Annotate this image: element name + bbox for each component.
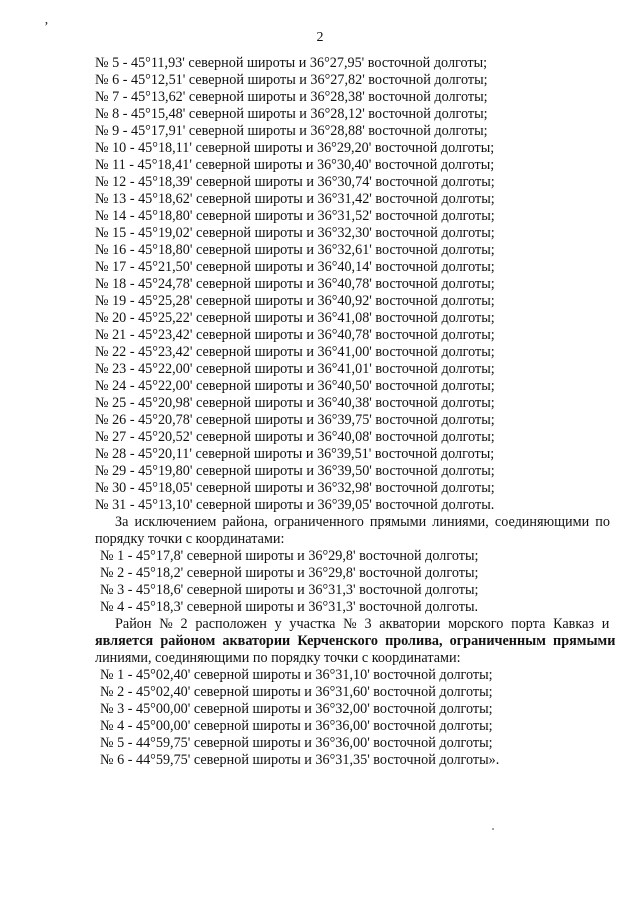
- coordinate-point: № 2 - 45°18,2' северной широты и 36°29,8' восточной долготы;: [100, 565, 479, 581]
- scan-speck: [492, 828, 494, 830]
- coordinate-point: № 28 - 45°20,11' северной широты и 36°39,51' восточной долготы;: [95, 446, 495, 462]
- coordinates-list-3: [95, 667, 610, 769]
- coordinate-point: № 13 - 45°18,62' северной широты и 36°31,42' восточной долготы;: [95, 191, 495, 207]
- coordinate-point: № 25 - 45°20,98' северной широты и 36°40,38' восточной долготы;: [95, 395, 495, 411]
- coordinate-point: № 22 - 45°23,42' северной широты и 36°41,00' восточной долготы;: [95, 344, 495, 360]
- coordinate-point: № 21 - 45°23,42' северной широты и 36°40,78' восточной долготы;: [95, 327, 495, 343]
- coordinate-point: № 7 - 45°13,62' северной широты и 36°28,38' восточной долготы;: [95, 89, 488, 105]
- coordinate-point: № 6 - 45°12,51' северной широты и 36°27,82' восточной долготы;: [95, 72, 488, 88]
- page-number: 2: [316, 30, 324, 45]
- coordinate-point: № 12 - 45°18,39' северной широты и 36°30,74' восточной долготы;: [95, 174, 495, 190]
- coordinate-point: № 24 - 45°22,00' северной широты и 36°40,50' восточной долготы;: [95, 378, 495, 394]
- district-2-line-3: линиями, соединяющими по порядку точки с координатами:: [95, 650, 461, 666]
- coordinate-point: № 10 - 45°18,11' северной широты и 36°29,20' восточной долготы;: [95, 140, 495, 156]
- coordinate-point: № 5 - 45°11,93' северной широты и 36°27,95' восточной долготы;: [95, 55, 488, 71]
- coordinate-point: № 3 - 45°00,00' северной широты и 36°32,00' восточной долготы;: [100, 701, 493, 717]
- coordinate-point: № 1 - 45°17,8' северной широты и 36°29,8' восточной долготы;: [100, 548, 479, 564]
- coordinate-point: № 4 - 45°18,3' северной широты и 36°31,3' восточной долготы.: [100, 599, 479, 615]
- coordinate-point: № 26 - 45°20,78' северной широты и 36°39,75' восточной долготы;: [95, 412, 495, 428]
- coordinate-point: № 5 - 44°59,75' северной широты и 36°36,00' восточной долготы;: [100, 735, 493, 751]
- coordinate-point: № 16 - 45°18,80' северной широты и 36°32,61' восточной долготы;: [95, 242, 495, 258]
- coordinate-point: № 27 - 45°20,52' северной широты и 36°40,08' восточной долготы;: [95, 429, 495, 445]
- district-2-paragraph: [95, 616, 616, 667]
- coordinate-point: № 18 - 45°24,78' северной широты и 36°40,78' восточной долготы;: [95, 276, 495, 292]
- coordinate-point: № 3 - 45°18,6' северной широты и 36°31,3' восточной долготы;: [100, 582, 479, 598]
- coordinate-point: № 1 - 45°02,40' северной широты и 36°31,10' восточной долготы;: [100, 667, 493, 683]
- coordinates-list-2: [95, 548, 610, 616]
- coordinate-point: № 15 - 45°19,02' северной широты и 36°32,30' восточной долготы;: [95, 225, 495, 241]
- document-body: [95, 55, 616, 769]
- coordinate-point: № 6 - 44°59,75' северной широты и 36°31,35' восточной долготы».: [100, 752, 500, 768]
- coordinate-point: № 8 - 45°15,48' северной широты и 36°28,12' восточной долготы;: [95, 106, 488, 122]
- coordinate-point: № 14 - 45°18,80' северной широты и 36°31,52' восточной долготы;: [95, 208, 495, 224]
- coordinate-point: № 11 - 45°18,41' северной широты и 36°30,40' восточной долготы;: [95, 157, 495, 173]
- coordinate-point: № 20 - 45°25,22' северной широты и 36°41,08' восточной долготы;: [95, 310, 495, 326]
- coordinates-list-1: [95, 55, 610, 514]
- corner-mark: ’: [44, 20, 49, 35]
- coordinate-point: № 4 - 45°00,00' северной широты и 36°36,00' восточной долготы;: [100, 718, 493, 734]
- coordinate-point: № 19 - 45°25,28' северной широты и 36°40,92' восточной долготы;: [95, 293, 495, 309]
- district-2-line-2: является районом акватории Керченского пролива, ограниченным прямыми: [95, 633, 616, 649]
- coordinate-point: № 31 - 45°13,10' северной широты и 36°39,05' восточной долготы.: [95, 497, 495, 513]
- coordinate-point: № 17 - 45°21,50' северной широты и 36°40,14' восточной долготы;: [95, 259, 495, 275]
- exclusion-paragraph: За исключением района, ограниченного прямыми линиями, соединяющими по порядку точки с координатами:: [95, 514, 610, 547]
- district-2-line-1: Район № 2 расположен у участка № 3 акватории морского порта Кавказ и: [115, 616, 610, 632]
- coordinate-point: № 23 - 45°22,00' северной широты и 36°41,01' восточной долготы;: [95, 361, 495, 377]
- coordinate-point: № 9 - 45°17,91' северной широты и 36°28,88' восточной долготы;: [95, 123, 488, 139]
- coordinate-point: № 2 - 45°02,40' северной широты и 36°31,60' восточной долготы;: [100, 684, 493, 700]
- coordinate-point: № 30 - 45°18,05' северной широты и 36°32,98' восточной долготы;: [95, 480, 495, 496]
- coordinate-point: № 29 - 45°19,80' северной широты и 36°39,50' восточной долготы;: [95, 463, 495, 479]
